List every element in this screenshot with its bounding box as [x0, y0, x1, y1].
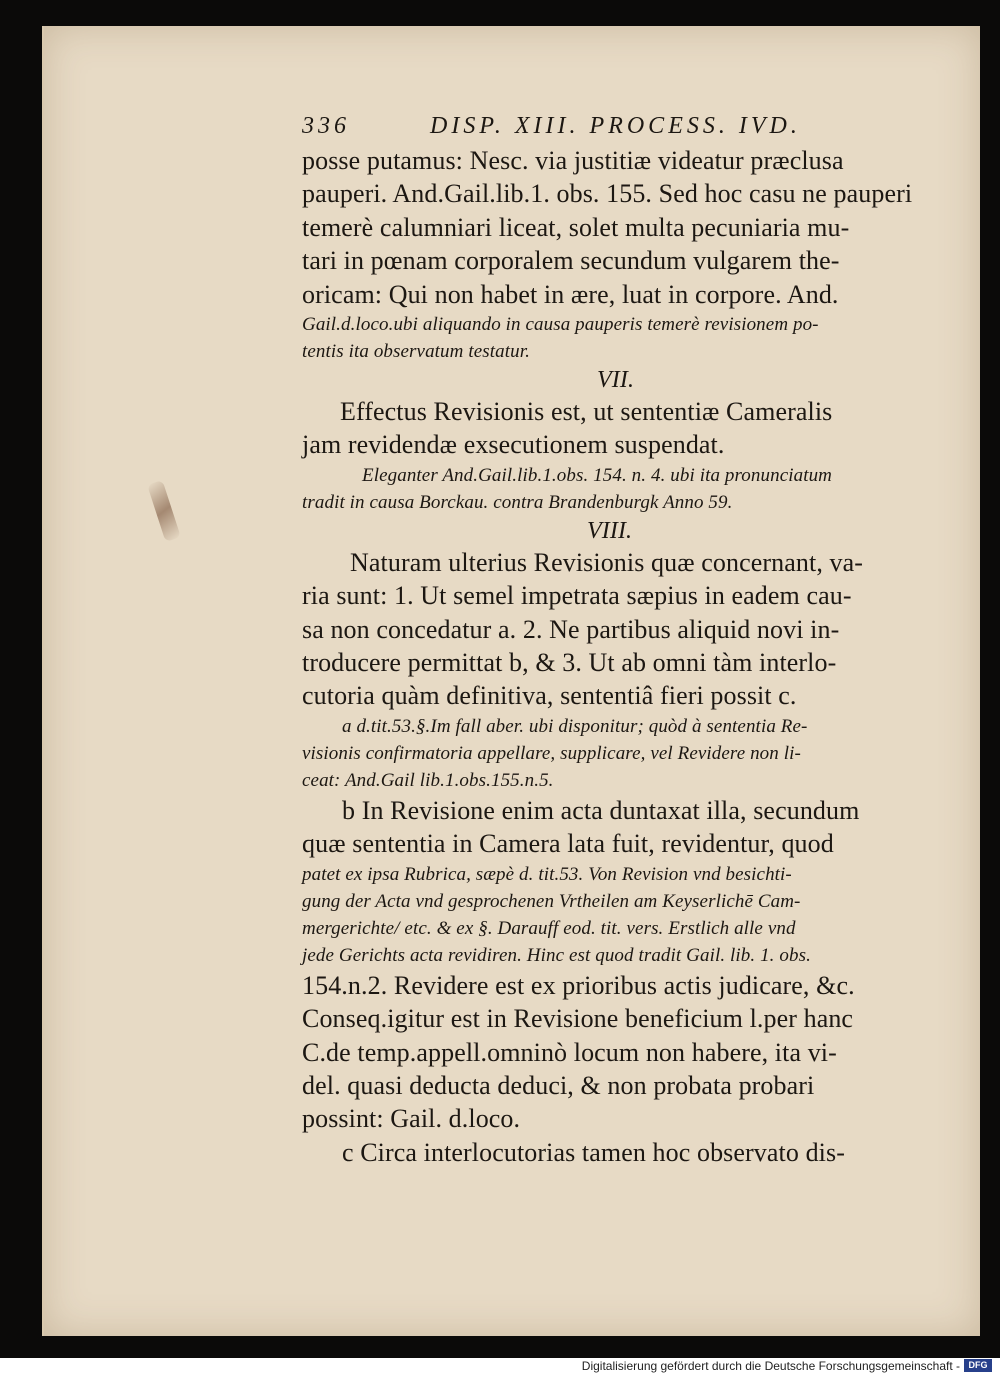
citation-line: Gail.d.loco.ubi aliquando in causa pauperis temerè revisionem po-: [302, 314, 819, 336]
ink-stain: [147, 480, 181, 542]
text-line: 154.n.2. Revidere est ex prioribus actis judicare, &c.: [302, 970, 855, 1000]
citation-line: gung der Acta vnd gesprochenen Vrtheilen am Keyserlichē Cam-: [302, 890, 801, 912]
footnote-a: a d.tit.53.§.Im fall aber. ubi disponitur; quòd à sententia Re-: [342, 715, 808, 737]
text-line: Naturam ulterius Revisionis quæ concernant, va-: [350, 547, 864, 577]
text-line: C.de temp.appell.omninò locum non habere, ita vi-: [302, 1037, 837, 1067]
footer-credit: Digitalisierung gefördert durch die Deutsche Forschungsgemeinschaft -: [581, 1359, 960, 1373]
running-title: DISP. XIII. PROCESS. IVD.: [430, 113, 801, 139]
page-number: 336: [302, 113, 350, 139]
footnote-c: c Circa interlocutorias tamen hoc observato dis-: [342, 1137, 845, 1167]
footnote-b: b In Revisione enim acta duntaxat illa, secundum: [342, 795, 860, 825]
text-line: tari in pœnam corporalem secundum vulgarem the-: [302, 246, 840, 276]
section-heading-7: VII.: [597, 367, 635, 394]
dfg-logo-icon: DFG: [964, 1359, 992, 1372]
text-line: del. quasi deducta deduci, & non probata probari: [302, 1070, 815, 1100]
text-line: troducere permittat b, & 3. Ut ab omni tàm interlo-: [302, 648, 837, 678]
text-line: jam revidendæ exsecutionem suspendat.: [302, 430, 725, 460]
text-line: sa non concedatur a. 2. Ne partibus aliquid novi in-: [302, 614, 840, 644]
citation-line: tentis ita observatum testatur.: [302, 341, 530, 363]
page-text: [302, 108, 942, 1169]
footer-bar: [0, 1358, 1000, 1374]
text-line: Conseq.igitur est in Revisione beneficium l.per hanc: [302, 1004, 854, 1034]
text-line: Effectus Revisionis est, ut sententiæ Cameralis: [340, 397, 833, 427]
running-header: [302, 108, 942, 144]
citation-line: Eleganter And.Gail.lib.1.obs. 154. n. 4. ubi ita pronunciatum: [362, 464, 833, 486]
section-heading-8: VIII.: [587, 517, 633, 544]
text-line: quæ sententia in Camera lata fuit, revidentur, quod: [302, 829, 834, 859]
text-line: posse putamus: Nesc. via justitiæ videatur præclusa: [302, 146, 844, 175]
text-line: cutoria quàm definitiva, sententiâ fieri possit c.: [302, 681, 797, 711]
footnote-line: visionis confirmatoria appellare, supplicare, vel Revidere non li-: [302, 742, 801, 764]
text-line: possint: Gail. d.loco.: [302, 1104, 521, 1134]
text-line: temerè calumniari liceat, solet multa pecuniaria mu-: [302, 212, 850, 242]
text-line: ria sunt: 1. Ut semel impetrata sæpius in eadem cau-: [302, 581, 852, 611]
citation-line: patet ex ipsa Rubrica, sæpè d. tit.53. Von Revision vnd besichti-: [302, 863, 792, 885]
citation-line: mergerichte/ etc. & ex §. Darauff eod. tit. vers. Erstlich alle vnd: [302, 917, 796, 939]
citation-line: jede Gerichts acta revidiren. Hinc est quod tradit Gail. lib. 1. obs.: [302, 944, 811, 966]
text-line: pauperi. And.Gail.lib.1. obs. 155. Sed hoc casu ne pauperi: [302, 179, 913, 209]
footnote-line: ceat: And.Gail lib.1.obs.155.n.5.: [302, 769, 554, 791]
text-line: oricam: Qui non habet in ære, luat in corpore. And.: [302, 279, 839, 309]
citation-line: tradit in causa Borckau. contra Brandenburgk Anno 59.: [302, 491, 733, 513]
